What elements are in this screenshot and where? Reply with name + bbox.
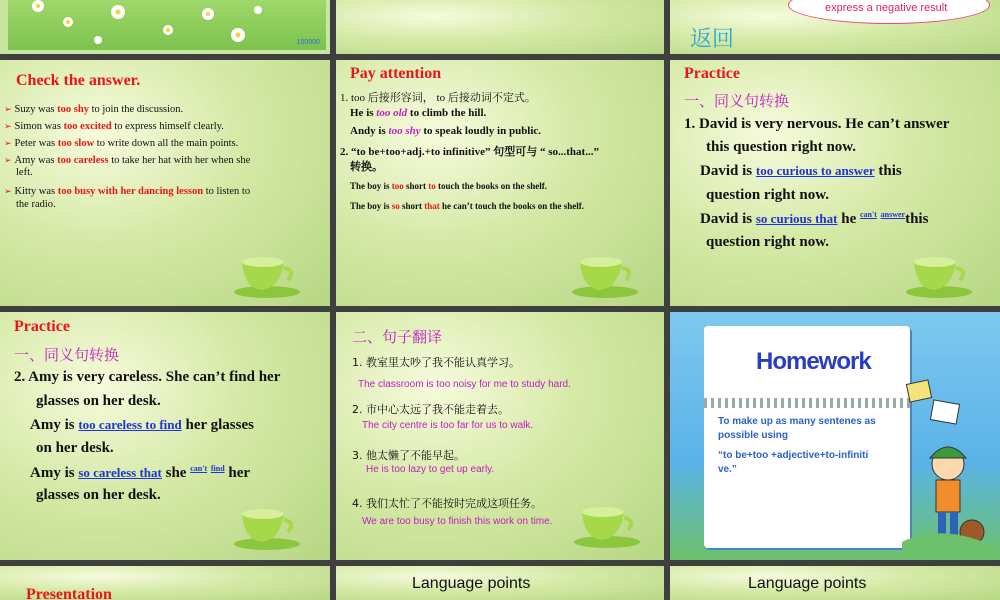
ans-blank: so curious that bbox=[755, 211, 838, 226]
teacup-icon bbox=[232, 250, 302, 298]
homework-line-2: possible using bbox=[718, 430, 789, 441]
bullet-arrow-icon: ➢ bbox=[4, 104, 12, 114]
teacup-icon bbox=[570, 250, 640, 298]
ex-text: short bbox=[399, 201, 425, 211]
teacup-icon bbox=[572, 500, 642, 548]
ans-text: Amy is bbox=[30, 465, 79, 481]
answer-item-3 bbox=[4, 137, 238, 150]
slide-title: Language points bbox=[748, 575, 867, 592]
daisy-photo bbox=[8, 0, 326, 50]
ex-text: Andy is bbox=[350, 125, 389, 137]
rule-2: 2. “to be+too+adj.+to infinitive” 句型可与 “ so...that...” bbox=[340, 146, 599, 158]
ans-text: this bbox=[874, 163, 902, 179]
item-text: to express himself clearly. bbox=[111, 121, 224, 132]
notebook-page bbox=[704, 326, 910, 548]
daisy-flowers-image bbox=[8, 0, 326, 50]
ex-text: The boy is bbox=[350, 181, 392, 191]
homework-heading: Homework bbox=[756, 348, 871, 375]
ex-highlight: too old bbox=[376, 107, 408, 119]
item-text: Kitty was bbox=[14, 186, 58, 197]
answer-item-5 bbox=[4, 185, 250, 198]
question-1-cont: this question right now. bbox=[706, 139, 857, 155]
bullet-arrow-icon: ➢ bbox=[4, 138, 12, 148]
slide-thumbnail-6[interactable] bbox=[670, 60, 1000, 306]
translate-en-4: We are too busy to finish this work on time. bbox=[362, 516, 553, 527]
ans-word: can't bbox=[859, 210, 877, 219]
question-2: 2. Amy is very careless. She can’t find her bbox=[14, 369, 281, 385]
ex-text: touch the books on the shelf. bbox=[435, 181, 548, 191]
bubble-text: express a negative result bbox=[825, 2, 948, 14]
rule-1: 1. too 后接形容词， to 后接动词不定式。 bbox=[340, 92, 536, 104]
ans-text: David is bbox=[700, 211, 756, 227]
slide-title: Pay attention bbox=[350, 65, 442, 82]
item-highlight: too shy bbox=[57, 104, 89, 115]
ex-highlight: that bbox=[424, 201, 440, 211]
ans-text: she bbox=[161, 465, 191, 481]
cloud-bubble bbox=[788, 0, 990, 24]
answer-1-cont: on her desk. bbox=[36, 440, 114, 456]
slide-title: Practice bbox=[684, 65, 740, 82]
slide-thumbnail-3[interactable] bbox=[670, 0, 1000, 54]
answer-2-cont: glasses on her desk. bbox=[36, 487, 161, 503]
item-highlight: too slow bbox=[57, 138, 95, 149]
slide-thumbnail-10[interactable] bbox=[0, 566, 330, 600]
notebook-rings bbox=[704, 398, 910, 408]
answer-2-cont: question right now. bbox=[706, 234, 829, 250]
teacup-icon bbox=[232, 502, 302, 550]
ans-blank: too careless to find bbox=[78, 417, 182, 432]
item-text: to take her hat with her when she bbox=[108, 155, 251, 166]
answer-item-2 bbox=[4, 120, 224, 133]
translate-en-1: The classroom is too noisy for me to study hard. bbox=[358, 379, 571, 390]
ans-text: her glasses bbox=[181, 417, 254, 433]
item-text: Simon was bbox=[14, 121, 64, 132]
translate-cn-2: 2. 市中心太远了我不能走着去。 bbox=[352, 403, 509, 416]
item-text: to join the discussion. bbox=[88, 104, 184, 115]
slide-thumbnail-8[interactable] bbox=[336, 312, 664, 560]
cartoon-kid-illustration bbox=[902, 372, 998, 558]
translate-cn-4: 4. 我们太忙了不能按时完成这项任务。 bbox=[352, 497, 542, 510]
ex-text: He is bbox=[350, 107, 377, 119]
slide-thumbnail-1[interactable] bbox=[0, 0, 330, 54]
photo-corner-text: 100000 bbox=[296, 39, 320, 46]
ex-text: The boy is bbox=[350, 201, 392, 211]
ans-text: Amy is bbox=[30, 417, 79, 433]
slide-title: Language points bbox=[412, 575, 531, 592]
homework-line-3: “to be+too +adjective+to-infiniti bbox=[718, 450, 869, 461]
ex-highlight: to bbox=[428, 181, 436, 191]
slide-subtitle: 一、同义句转换 bbox=[14, 346, 120, 364]
answer-item-1 bbox=[4, 103, 183, 116]
ans-text: David is bbox=[700, 163, 756, 179]
answer-item-5-cont: the radio. bbox=[16, 199, 56, 210]
ex-text: short bbox=[403, 181, 429, 191]
item-highlight: too careless bbox=[57, 155, 109, 166]
slide-subtitle: 一、同义句转换 bbox=[684, 92, 790, 110]
slide-title: Check the answer. bbox=[16, 72, 141, 89]
slide-thumbnail-7[interactable] bbox=[0, 312, 330, 560]
answer-item-4 bbox=[4, 154, 250, 167]
question-2-cont: glasses on her desk. bbox=[36, 393, 161, 409]
answer-1 bbox=[700, 163, 902, 180]
ex-text: to climb the hill. bbox=[407, 107, 487, 119]
back-link[interactable]: 返回 bbox=[690, 27, 735, 52]
answer-1-cont: question right now. bbox=[706, 187, 829, 203]
ans-word: answer bbox=[880, 210, 906, 219]
ans-blank: so careless that bbox=[78, 465, 162, 480]
slide-title: Practice bbox=[14, 318, 70, 335]
slide-title: 二、句子翻译 bbox=[352, 328, 443, 346]
slide-thumbnail-2[interactable] bbox=[336, 0, 664, 54]
teacup-icon bbox=[904, 250, 974, 298]
homework-line-4: ve.” bbox=[718, 464, 737, 475]
item-text: Peter was bbox=[14, 138, 58, 149]
ex-highlight: so bbox=[391, 201, 400, 211]
homework-line-1: To make up as many sentenes as bbox=[718, 416, 876, 427]
ans-text: he bbox=[837, 211, 860, 227]
answer-item-4-cont: left. bbox=[16, 167, 33, 178]
item-text: Amy was bbox=[14, 155, 58, 166]
answer-1 bbox=[30, 417, 254, 434]
slide-title: Presentation bbox=[26, 586, 112, 600]
ex-highlight: too shy bbox=[388, 125, 421, 137]
example-3 bbox=[350, 181, 547, 191]
answer-2 bbox=[30, 464, 250, 482]
ex-text: to speak loudly in public. bbox=[420, 125, 542, 137]
ans-text: this bbox=[905, 211, 929, 227]
translate-en-2: The city centre is too far for us to walk. bbox=[362, 420, 534, 431]
ans-word: find bbox=[210, 464, 225, 473]
bullet-arrow-icon: ➢ bbox=[4, 121, 12, 131]
ans-text: her bbox=[224, 465, 251, 481]
slide-thumbnail-12[interactable] bbox=[670, 566, 1000, 600]
slide-thumbnail-4[interactable] bbox=[0, 60, 330, 306]
question-1: 1. David is very nervous. He can’t answer bbox=[684, 116, 950, 132]
ans-blank: too curious to answer bbox=[755, 163, 875, 178]
ex-highlight: too bbox=[391, 181, 404, 191]
item-text: to write down all the main points. bbox=[94, 138, 239, 149]
slide-thumbnail-11[interactable] bbox=[336, 566, 664, 600]
slide-thumbnail-5[interactable] bbox=[336, 60, 664, 306]
slide-thumbnail-9[interactable] bbox=[670, 312, 1000, 560]
translate-cn-1: 1. 教室里太吵了我不能认真学习。 bbox=[352, 356, 520, 369]
item-text: to listen to bbox=[203, 186, 251, 197]
translate-en-3: He is too lazy to get up early. bbox=[366, 464, 495, 475]
ans-word: can't bbox=[190, 464, 208, 473]
example-4 bbox=[350, 201, 584, 211]
item-highlight: too excited bbox=[63, 121, 112, 132]
translate-cn-3: 3. 他太懒了不能早起。 bbox=[352, 449, 465, 462]
bullet-arrow-icon: ➢ bbox=[4, 186, 12, 196]
example-2 bbox=[350, 125, 541, 137]
item-text: Suzy was bbox=[14, 104, 58, 115]
item-highlight: too busy with her dancing lesson bbox=[57, 186, 204, 197]
bullet-arrow-icon: ➢ bbox=[4, 155, 12, 165]
example-1 bbox=[350, 107, 486, 119]
rule-2-cont: 转换。 bbox=[350, 161, 383, 173]
ex-text: he can’t touch the books on the shelf. bbox=[439, 201, 585, 211]
answer-2 bbox=[700, 210, 928, 228]
